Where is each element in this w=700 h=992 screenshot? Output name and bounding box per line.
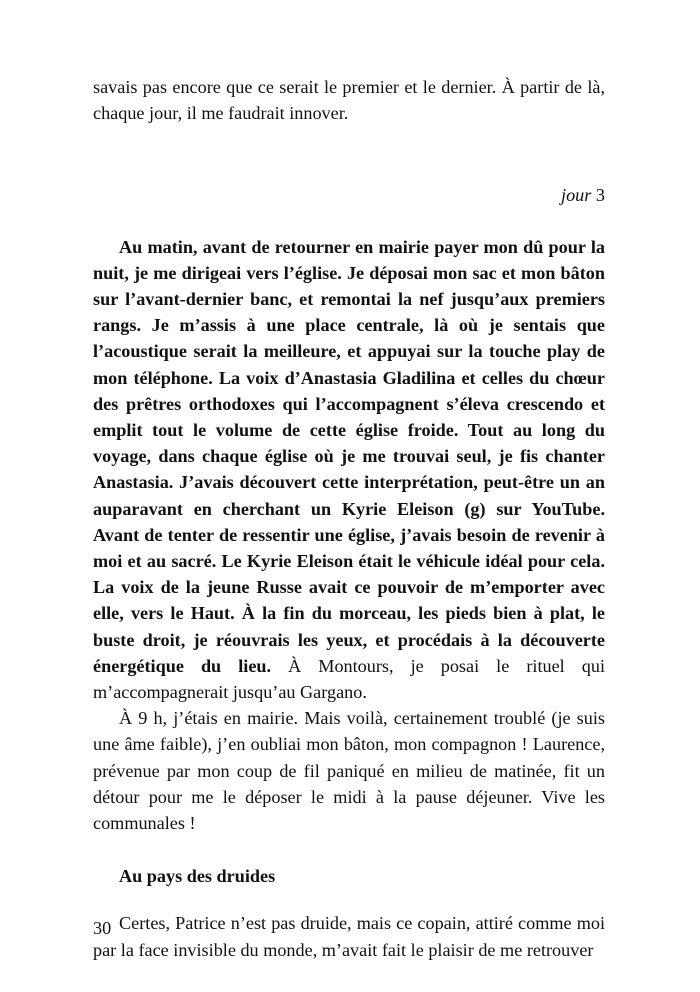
ritual-paragraph-bold: Au matin, avant de retourner en mairie payer mon dû pour la nuit, je me dirigeai vers l’église. Je déposai mon sac et mon bâton sur l’avant-dernier banc, et remontai la nef jusqu’aux premiers rangs. Je m’assis à une place centrale, là où je sentais que l’acoustique serait la meilleure, et appuyai sur la touche play de mon téléphone. La voix d’Anastasia Gladilina et celles du chœur des prêtres orthodoxes qui l’accompagnent s’éleva crescendo et emplit tout le volume de cette église froide. Tout au long du voyage, dans chaque église où je me trouvai seul, je fis chanter Anastasia. J’avais découvert cette interprétation, peut-être un an auparavant en cherchant un Kyrie Eleison (g) sur YouTube. Avant de tenter de ressentir une église, j’avais besoin de revenir à moi et au sacré. Le Kyrie Eleison était le véhicule idéal pour cela. La voix de la jeune Russe avait ce pouvoir de m’emporter avec elle, vers le Haut. À la fin du morceau, les pieds bien à plat, le buste droit, je réouvrais les yeux, et procédais à la découverte énergétique du lieu. <box>93 236 605 676</box>
page-body <box>93 74 605 963</box>
druides-paragraph: Certes, Patrice n’est pas druide, mais ce copain, attiré comme moi par la face invisible du monde, m’avait fait le plaisir de me retrouver <box>93 913 605 960</box>
chapter-mark <box>93 182 605 208</box>
page-number: 30 <box>93 918 112 938</box>
mairie-paragraph: À 9 h, j’étais en mairie. Mais voilà, certainement troublé (je suis une âme faible), j’en oubliai mon bâton, mon compagnon ! Laurence, prévenue par mon coup de fil paniqué en milieu de matinée, fit un détour pour me le déposer le midi à la pause déjeuner. Vive les communales ! <box>93 708 605 834</box>
section-heading: Au pays des druides <box>119 866 276 887</box>
opening-paragraph: savais pas encore que ce serait le premier et le dernier. À partir de là, chaque jour, il me faudrait innover. <box>93 77 605 124</box>
chapter-number: 3 <box>595 185 605 206</box>
ritual-paragraph <box>93 234 605 706</box>
ritual-paragraph-tail: À Montours, je posai le rituel qui m’accompagnerait jusqu’au Gargano. <box>93 655 605 703</box>
chapter-label: jour <box>561 185 592 206</box>
